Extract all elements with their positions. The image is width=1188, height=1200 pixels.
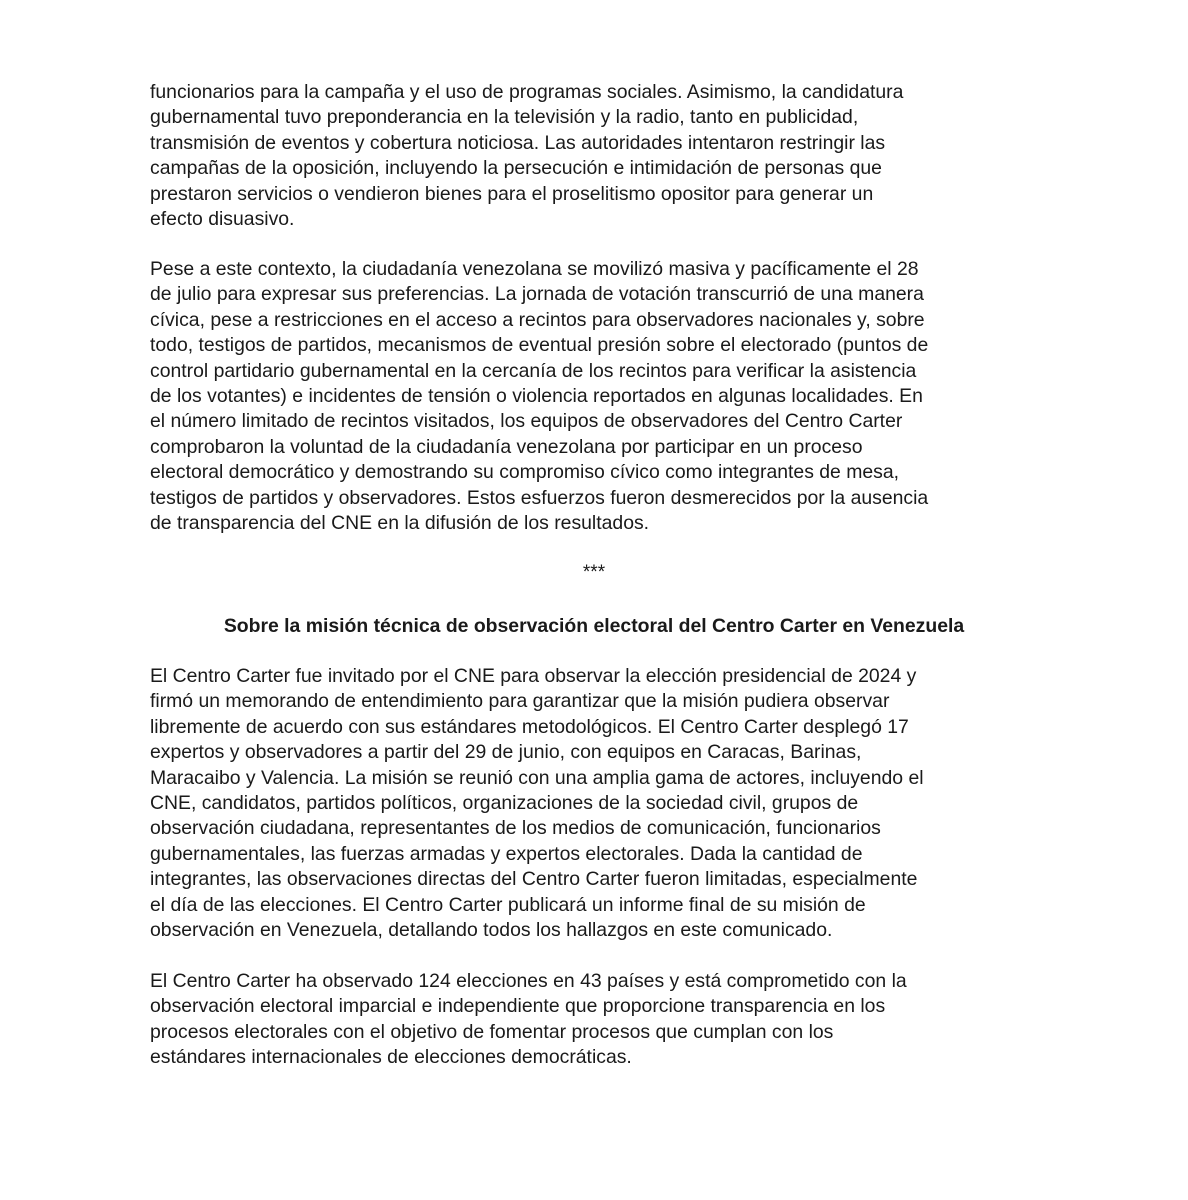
- text-line: gubernamental tuvo preponderancia en la televisión y la radio, tanto en publicidad,: [150, 106, 859, 129]
- text-line: electoral democrático y demostrando su compromiso cívico como integrantes de mesa,: [150, 461, 900, 484]
- text-line: observación electoral imparcial e independiente que proporcione transparencia en los: [150, 995, 886, 1018]
- text-line: integrantes, las observaciones directas del Centro Carter fueron limitadas, especialmente: [150, 868, 918, 891]
- text-line: El Centro Carter fue invitado por el CNE para observar la elección presidencial de 2024 y: [150, 665, 917, 687]
- text-line: transmisión de eventos y cobertura noticiosa. Las autoridades intentaron restringir las: [150, 131, 886, 154]
- text-line: Maracaibo y Valencia. La misión se reunió con una amplia gama de actores, incluyendo el: [150, 766, 924, 789]
- text-line: CNE, candidatos, partidos políticos, organizaciones de la sociedad civil, grupos de: [150, 791, 859, 814]
- text-line: firmó un memorando de entendimiento para garantizar que la misión pudiera observar: [150, 690, 890, 713]
- section-heading: Sobre la misión técnica de observación electoral del Centro Carter en Venezuela: [223, 615, 965, 637]
- section-separator: ***: [582, 562, 606, 583]
- text-line: comprobaron la voluntad de la ciudadanía venezolana por participar en un proceso: [150, 435, 863, 458]
- text-line: gubernamentales, las fuerzas armadas y expertos electorales. Dada la cantidad de: [150, 842, 863, 865]
- text-line: El Centro Carter ha observado 124 elecciones en 43 países y está comprometido con la: [150, 970, 907, 992]
- text-line: de julio para expresar sus preferencias. La jornada de votación transcurrió de una manera: [150, 283, 924, 306]
- text-line: funcionarios para la campaña y el uso de programas sociales. Asimismo, la candidatura: [150, 81, 904, 103]
- text-line: estándares internacionales de elecciones democráticas.: [150, 1046, 632, 1069]
- paragraph-campaign-conditions: [150, 80, 1050, 232]
- text-line: observación en Venezuela, detallando todos los hallazgos en este comunicado.: [150, 918, 833, 941]
- text-line: el día de las elecciones. El Centro Carter publicará un informe final de su misión de: [150, 893, 866, 916]
- text-line: el número limitado de recintos visitados, los equipos de observadores del Centro Carter: [150, 410, 903, 433]
- paragraph-mission-description: [150, 664, 1050, 943]
- text-line: de transparencia del CNE en la difusión de los resultados.: [150, 511, 650, 534]
- text-line: libremente de acuerdo con sus estándares metodológicos. El Centro Carter desplegó 17: [150, 715, 909, 738]
- text-line: expertos y observadores a partir del 29 de junio, con equipos en Caracas, Barinas,: [150, 741, 862, 764]
- text-line: testigos de partidos y observadores. Estos esfuerzos fueron desmerecidos por la ausencia: [150, 486, 929, 509]
- text-line: prestaron servicios o vendieron bienes para el proselitismo opositor para generar un: [150, 182, 874, 205]
- text-line: cívica, pese a restricciones en el acceso a recintos para observadores nacionales y, sobre: [150, 308, 925, 331]
- paragraph-carter-center-record: [150, 969, 1050, 1071]
- text-line: efecto disuasivo.: [150, 207, 295, 230]
- text-line: control partidario gubernamental en la cercanía de los recintos para verificar la asistencia: [150, 359, 917, 382]
- text-line: todo, testigos de partidos, mecanismos de eventual presión sobre el electorado (puntos de: [150, 334, 929, 357]
- text-line: observación ciudadana, representantes de los medios de comunicación, funcionarios: [150, 817, 881, 840]
- paragraph-election-day: [150, 257, 1050, 536]
- text-line: campañas de la oposición, incluyendo la persecución e intimidación de personas que: [150, 157, 882, 180]
- text-line: Pese a este contexto, la ciudadanía venezolana se movilizó masiva y pacíficamente el 28: [150, 258, 919, 280]
- text-line: de los votantes) e incidentes de tensión o violencia reportados en algunas localidades. En: [150, 384, 923, 407]
- text-line: procesos electorales con el objetivo de fomentar procesos que cumplan con los: [150, 1020, 834, 1043]
